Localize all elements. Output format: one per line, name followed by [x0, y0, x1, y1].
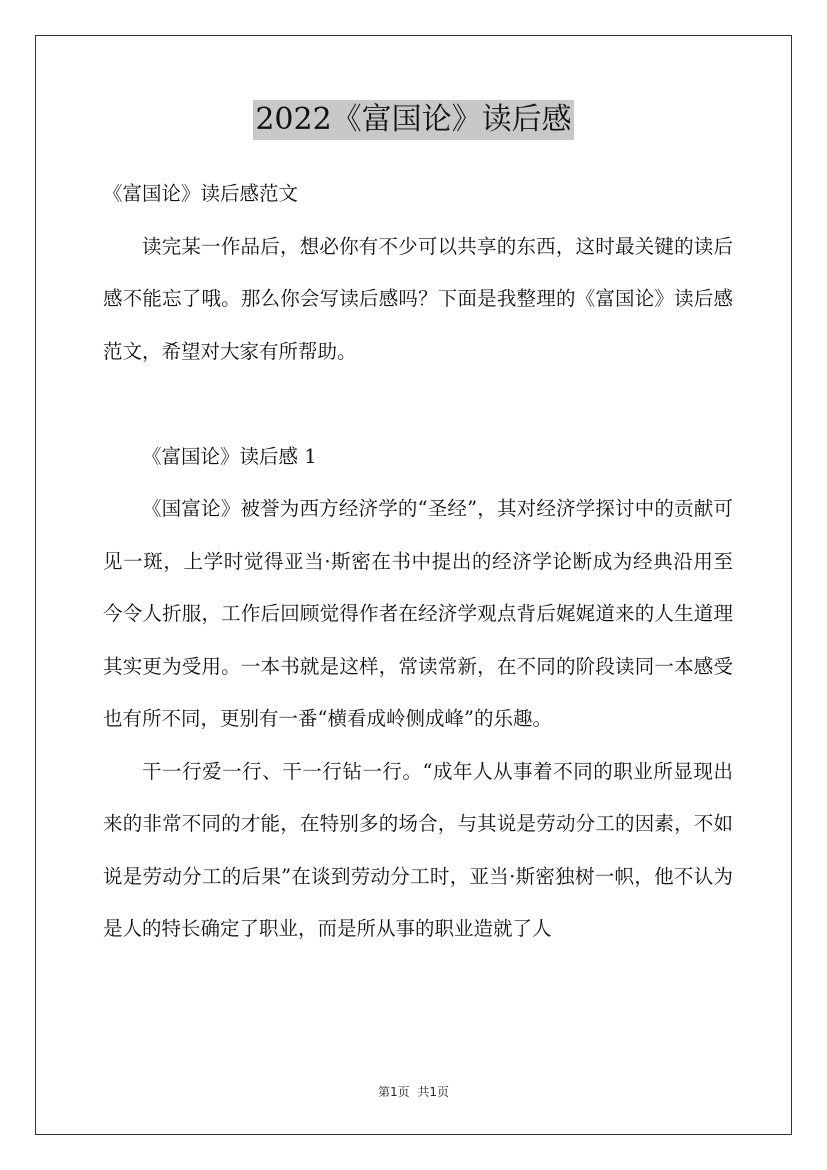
page-total: 共1页 [417, 1085, 449, 1099]
title-container [0, 100, 827, 140]
intro-paragraph: 读完某一作品后，想必你有不少可以共享的东西，这时最关键的读后感不能忘了哦。那么你会写读后感吗？下面是我整理的《富国论》读后感范文，希望对大家有所帮助。 [103, 234, 733, 363]
body-paragraph: 《国富论》被誉为西方经济学的“圣经”，其对经济学探讨中的贡献可见一斑，上学时觉得亚当·斯密在书中提出的经济学论断成为经典沿用至今令人折服，工作后回顾觉得作者在经济学观点背后娓娓道来的人生道理其实更为受用。一本书就是这样，常读常新，在不同的阶段读同一本感受也有所不同，更别有一番“横看成岭侧成峰”的乐趣。 [103, 497, 733, 730]
document-subtitle: 《富国论》读后感范文 [103, 182, 299, 205]
page-footer [0, 1083, 827, 1100]
body-paragraph: 干一行爱一行、干一行钻一行。“成年人从事着不同的职业所显现出来的非常不同的才能，在特别多的场合，与其说是劳动分工的因素，不如说是劳动分工的后果”在谈到劳动分工时，亚当·斯密独树一帜，他不认为是人的特长确定了职业，而是所从事的职业造就了人 [103, 759, 733, 940]
section-heading: 《富国论》读后感 1 [142, 444, 317, 468]
blank-line [103, 378, 733, 431]
document-title: 2022《富国论》读后感 [253, 100, 573, 140]
page-number: 第1页 [378, 1085, 410, 1099]
document-body [103, 168, 733, 956]
